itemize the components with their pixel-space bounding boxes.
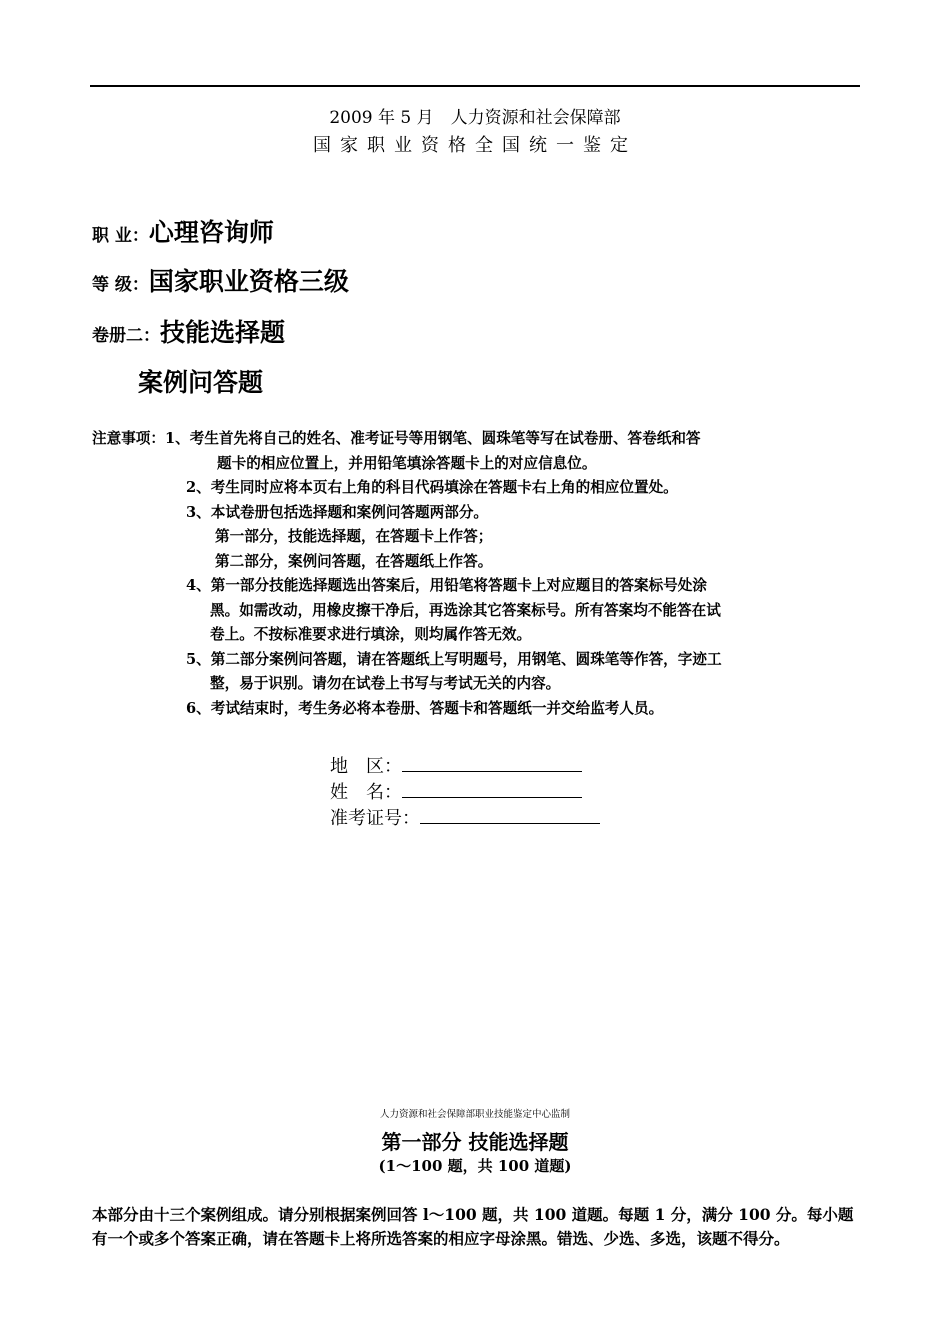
- name-blank[interactable]: [402, 779, 582, 798]
- volume-value: 技能选择题: [160, 318, 286, 347]
- note-line-1b: 题卡的相应位置上，并用铅笔填涂答题卡上的对应信息位。: [217, 454, 597, 472]
- level-value: 国家职业资格三级: [148, 267, 349, 296]
- level-field: [92, 262, 349, 298]
- volume-value-2: 案例问答题: [138, 368, 264, 397]
- volume-label: 卷册二：: [92, 326, 160, 346]
- volume-field: [92, 313, 285, 349]
- header-exam-title: 国家职业资格全国统一鉴定: [313, 135, 637, 156]
- note-line-4c: 卷上。不按标准要求进行填涂，则均属作答无效。: [210, 626, 532, 643]
- part1-title: 第一部分 技能选择题: [381, 1130, 569, 1154]
- notes-label: 注意事项：: [92, 430, 165, 447]
- part1-intro: 本部分由十三个案例组成。请分别根据案例回答 l～100 题，共 100 道题。每题 1 分，满分 100 分。每小题有一个或多个答案正确，请在答题卡上将所选答案的相应字母涂黑。错选、少选、多选，该题不得分。: [92, 1205, 854, 1248]
- level-label: 等 级：: [92, 275, 149, 295]
- region-blank[interactable]: [402, 753, 582, 772]
- note-line-3b: 第二部分，案例问答题，在答题纸上作答。: [215, 552, 493, 570]
- part1-subtitle: (1～100 题，共 100 道题): [378, 1157, 572, 1175]
- note-line-1: 注意事项：1、考生首先将自己的姓名、准考证号等用钢笔、圆珠笔等写在试卷册、答卷纸和答: [92, 430, 701, 447]
- supervision-note: 人力资源和社会保障部职业技能鉴定中心监制: [379, 1109, 570, 1120]
- name-label: 姓 名：: [330, 782, 402, 803]
- note-line-4b: 黑。如需改动，用橡皮擦干净后，再选涂其它答案标号。所有答案均不能答在试: [210, 601, 721, 619]
- exam-notes: [92, 427, 872, 721]
- occupation-value: 心理咨询师: [148, 218, 274, 247]
- note-line-3a: 第一部分，技能选择题，在答题卡上作答；: [215, 528, 493, 545]
- note-line-6: 6、考试结束时，考生务必将本卷册、答题卡和答题纸一并交给监考人员。: [186, 699, 664, 717]
- region-row: [330, 753, 600, 779]
- region-label: 地 区：: [330, 756, 402, 777]
- note-line-3: 3、本试卷册包括选择题和案例问答题两部分。: [186, 503, 489, 521]
- name-row: [330, 779, 600, 805]
- note-line-4: 4、第一部分技能选择题选出答案后，用铅笔将答题卡上对应题目的答案标号处涂: [186, 577, 707, 594]
- top-rule: [90, 85, 860, 87]
- note-line-5b: 整，易于识别。请勿在试卷上书写与考试无关的内容。: [210, 675, 561, 692]
- candidate-info-form: [330, 753, 600, 831]
- note-line-2: 2、考生同时应将本页右上角的科目代码填涂在答题卡右上角的相应位置处。: [186, 479, 678, 496]
- occupation-field: [92, 213, 274, 249]
- header-date-ministry: 2009 年 5 月 人力资源和社会保障部: [329, 108, 621, 128]
- occupation-label: 职 业：: [92, 226, 149, 246]
- exam-id-row: [330, 805, 600, 831]
- exam-id-label: 准考证号：: [330, 808, 420, 829]
- exam-id-blank[interactable]: [420, 805, 600, 824]
- note-line-5: 5、第二部分案例问答题，请在答题纸上写明题号，用钢笔、圆珠笔等作答，字迹工: [186, 650, 722, 668]
